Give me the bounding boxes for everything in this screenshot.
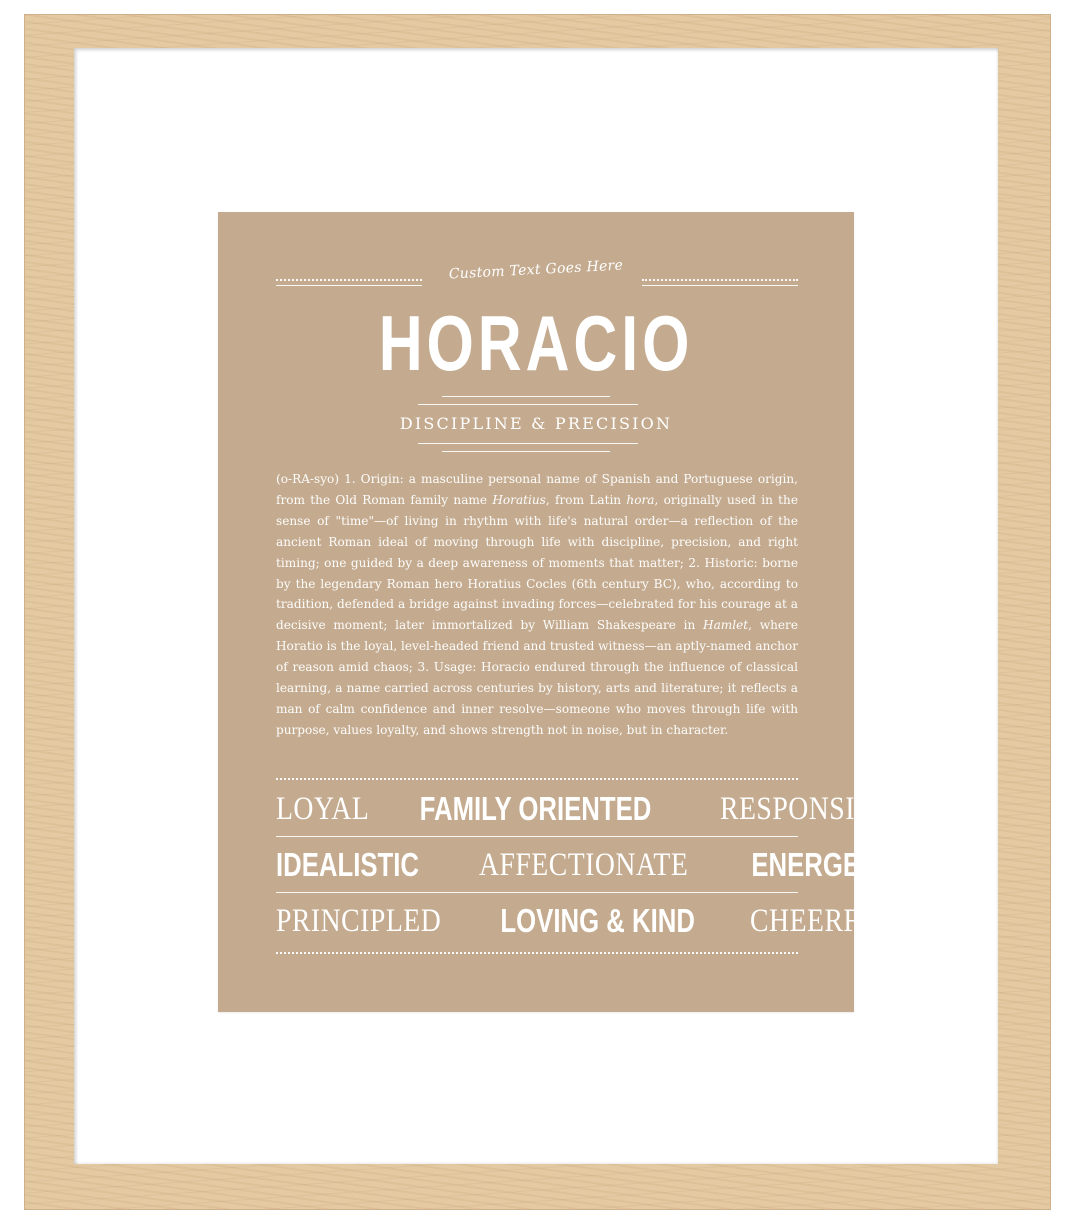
name-print — [218, 212, 910, 1012]
name-definition — [276, 469, 798, 741]
tagline-rule-bottom — [418, 443, 638, 444]
trait: LOVING & KIND — [500, 902, 695, 939]
traits-row-3 — [276, 898, 898, 944]
trait: IDEALISTIC — [276, 846, 420, 883]
top-right-dotted-line — [642, 279, 798, 281]
definition-emphasis: Horatius — [492, 492, 546, 507]
definition-text: (o-RA-syo) 1. Origin: a masculine personal name of Spanish and Portuguese origin, from the Old Roman family name — [276, 472, 798, 507]
trait: CHEERFUL — [750, 903, 898, 939]
definition-emphasis: Hamlet — [703, 618, 749, 633]
traits-divider-2 — [276, 892, 798, 893]
trait: PRINCIPLED — [276, 903, 442, 939]
definition-text: , originally used in the sense of "time"—of living in rhythm with life's natural order—a reflection of the ancient Roman ideal of moving through life with discipline, precision, and right timing; one guided by a deep awareness of moments that matter; 2. Historic: borne by the legendary Roman hero Horatius Cocles (6th century BC), who, according to tradition, defended a bridge against invading forces—celebrated for his courage at a decisive moment; later immortalized by William Shakespeare in — [276, 492, 798, 633]
name-title: HORACIO — [378, 299, 694, 387]
traits-row-1 — [276, 786, 910, 832]
tagline-rule-top — [442, 396, 610, 397]
definition-emphasis: hora — [626, 492, 655, 507]
traits-dotted-line-top — [276, 778, 798, 780]
tagline: DISCIPLINE & PRECISION — [399, 414, 673, 433]
trait: LOYAL — [276, 791, 370, 827]
trait: ENERGETIC — [750, 846, 902, 883]
definition-text: , where Horatio is the loyal, level-headed friend and trusted witness—an aptly-named anchor of reason amid chaos; 3. Usage: Horacio endured through the influence of classical learning, a name carried across centuries by history, arts and literature; it reflects a man of calm confidence and inner resolve—someone who moves through life with purpose, values loyalty, and shows strength not in noise, but in character. — [276, 618, 798, 737]
tagline-rule-top-2 — [418, 404, 638, 405]
trait: AFFECTIONATE — [479, 847, 689, 883]
top-right-rule — [642, 285, 798, 286]
tagline-rule-bottom-2 — [442, 451, 610, 452]
traits-dotted-line-bottom — [276, 952, 798, 954]
trait: RESPONSIBLE — [720, 791, 910, 827]
definition-text: , from Latin — [545, 492, 627, 507]
traits-row-2 — [276, 842, 902, 888]
custom-text: Custom Text Goes Here — [448, 257, 624, 283]
traits-divider-1 — [276, 836, 798, 837]
trait: FAMILY ORIENTED — [419, 790, 652, 827]
